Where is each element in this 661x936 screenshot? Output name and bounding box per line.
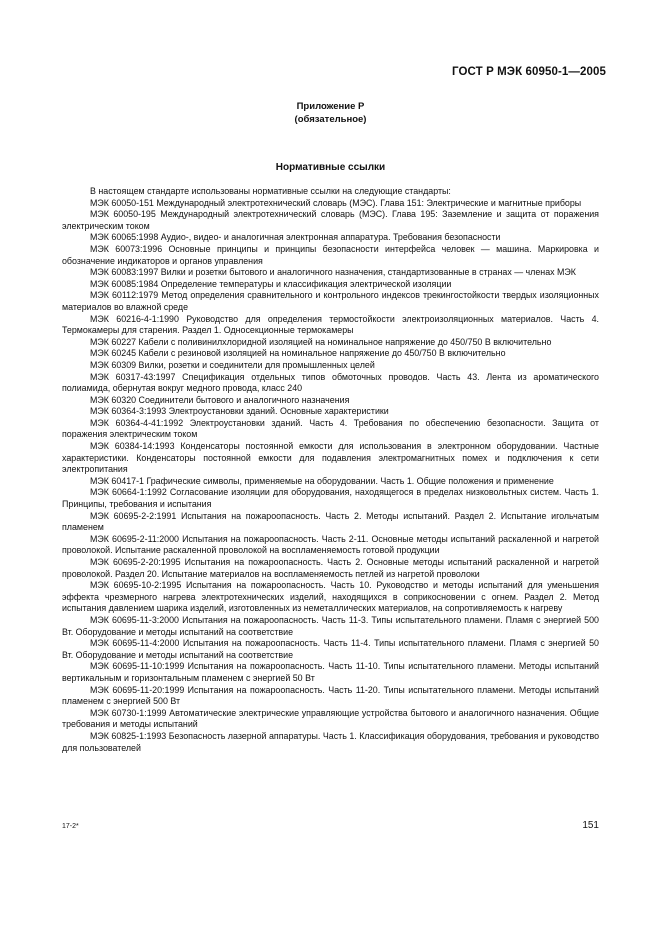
appendix-heading — [0, 100, 661, 126]
reference-item: МЭК 60083:1997 Вилки и розетки бытового и аналогичного назначения, стандартизованные в странах — членах МЭК — [90, 267, 576, 278]
document-standard-header: ГОСТ Р МЭК 60950-1—2005 — [452, 66, 606, 78]
reference-item: МЭК 60364-4-41:1992 Электроустановки зданий. Часть 4. Требования по обеспечению безопасности. Защита от поражения электрическим током — [62, 417, 599, 440]
reference-item: МЭК 60112:1979 Метод определения сравнительного и контрольного индексов трекингостойкости твердых изоляционных материалов во влажной среде — [62, 290, 599, 312]
reference-item: МЭК 60695-2-20:1995 Испытания на пожароопасность. Часть 2. Основные методы испытаний раскаленной и нагретой проволокой. Раздел 20. Испытание материалов на воспламеняемость петлей из нагретой проволоки — [62, 557, 599, 579]
reference-item: МЭК 60695-2-2:1991 Испытания на пожароопасность. Часть 2. Методы испытаний. Раздел 2. Испытание игольчатым пламенем — [62, 510, 599, 533]
reference-list — [62, 198, 599, 755]
reference-item: МЭК 60216-4-1:1990 Руководство для определения термостойкости электроизоляционных материалов. Часть 4. Термокамеры для старения. Раздел 1. Односекционные термокамеры — [62, 313, 599, 336]
reference-item: МЭК 60364-3:1993 Электроустановки зданий. Основные характеристики — [90, 406, 389, 417]
section-title: Нормативные ссылки — [275, 162, 386, 173]
reference-item: МЭК 60825-1:1993 Безопасность лазерной аппаратуры. Часть 1. Классификация оборудования, требования и руководство для пользователей — [62, 730, 599, 753]
reference-item: МЭК 60227 Кабели с поливинилхлоридной изоляцией на номинальное напряжение до 450/750 В включительно — [90, 336, 552, 347]
appendix-title: Приложение Р — [296, 101, 365, 112]
reference-item: МЭК 60695-11-20:1999 Испытания на пожароопасность. Часть 11-20. Типы испытательного пламени. Методы испытаний пламенем с энергией 500 Вт — [62, 684, 599, 707]
reference-item: МЭК 60320 Соединители бытового и аналогичного назначения — [90, 394, 350, 405]
reference-item: МЭК 60050-151 Международный электротехнический словарь (МЭС). Глава 151: Электрические и магнитные приборы — [90, 197, 582, 208]
reference-item: МЭК 60695-11-4:2000 Испытания на пожароопасность. Часть 11-4. Типы испытательного пламени. Пламя с энергией 50 Вт. Оборудование и методы испытаний на соответствие — [62, 638, 599, 660]
reference-item: МЭК 60730-1:1999 Автоматические электрические управляющие устройства бытового и аналогичного назначения. Общие требования и методы испытаний — [62, 707, 599, 730]
reference-item: МЭК 60050-195 Международный электротехнический словарь (МЭС). Глава 195: Заземление и защита от поражения электрическим током — [62, 209, 599, 231]
reference-item: МЭК 60695-2-11:2000 Испытания на пожароопасность. Часть 2-11. Основные методы испытаний раскаленной и нагретой проволокой. Испытание раскаленной проволокой на воспламеняемость готовой продукции — [62, 533, 599, 556]
intro-paragraph: В настоящем стандарте использованы нормативные ссылки на следующие стандарты: — [90, 186, 451, 196]
reference-item: МЭК 60309 Вилки, розетки и соединители для промышленных целей — [90, 359, 375, 370]
reference-item: МЭК 60384-14:1993 Конденсаторы постоянной емкости для использования в электронном оборудовании. Частные характеристики. Конденсаторы постоянной емкости для подавления электромагнитных помех и подключения к сети электропитания — [62, 441, 599, 475]
reference-item: МЭК 60245 Кабели с резиновой изоляцией на номинальное напряжение до 450/750 В включительно — [90, 348, 506, 359]
reference-item: МЭК 60317-43:1997 Спецификация отдельных типов обмоточных проводов. Часть 43. Лента из ароматического полиамида, обернутая вокруг медного провода, класс 240 — [62, 371, 599, 394]
appendix-status: (обязательное) — [294, 114, 367, 125]
reference-item: МЭК 60695-10-2:1995 Испытания на пожароопасность. Часть 10. Руководство и методы испытаний для уменьшения эффекта чрезмерного нагрева электротехнических изделий, находящихся в соприкосновении с огнем. Раздел 2. Метод испытания давлением шарика изделий, изготовленных из неметаллических материалов, на сопротивляемость к нагреву — [62, 580, 599, 614]
reference-item: МЭК 60085:1984 Определение температуры и классификация электрической изоляции — [90, 278, 452, 289]
references-body — [62, 186, 599, 754]
reference-item: МЭК 60695-11-3:2000 Испытания на пожароопасность. Часть 11-3. Типы испытательного пламени. Пламя с энергией 500 Вт. Оборудование и методы испытаний на соответствие — [62, 614, 599, 637]
reference-item: МЭК 60664-1:1992 Согласование изоляции для оборудования, находящегося в пределах низковольтных систем. Часть 1. Принципы, требования и испытания — [62, 487, 599, 510]
reference-item: МЭК 60417-1 Графические символы, применяемые на оборудовании. Часть 1. Общие положения и применение — [90, 475, 554, 486]
reference-item: МЭК 60073:1996 Основные принципы и принципы безопасности интерфейса человек — машина. Маркировка и обозначение индикаторов и органов управления — [62, 243, 599, 266]
page-number: 151 — [582, 820, 599, 831]
reference-item: МЭК 60065:1998 Аудио-, видео- и аналогичная электронная аппаратура. Требования безопасности — [90, 232, 501, 243]
reference-item: МЭК 60695-11-10:1999 Испытания на пожароопасность. Часть 11-10. Типы испытательного пламени. Методы испытаний вертикальным и горизонтальным пламенем с энергией 50 Вт — [62, 661, 599, 683]
sheet-mark: 17-2* — [62, 823, 79, 830]
